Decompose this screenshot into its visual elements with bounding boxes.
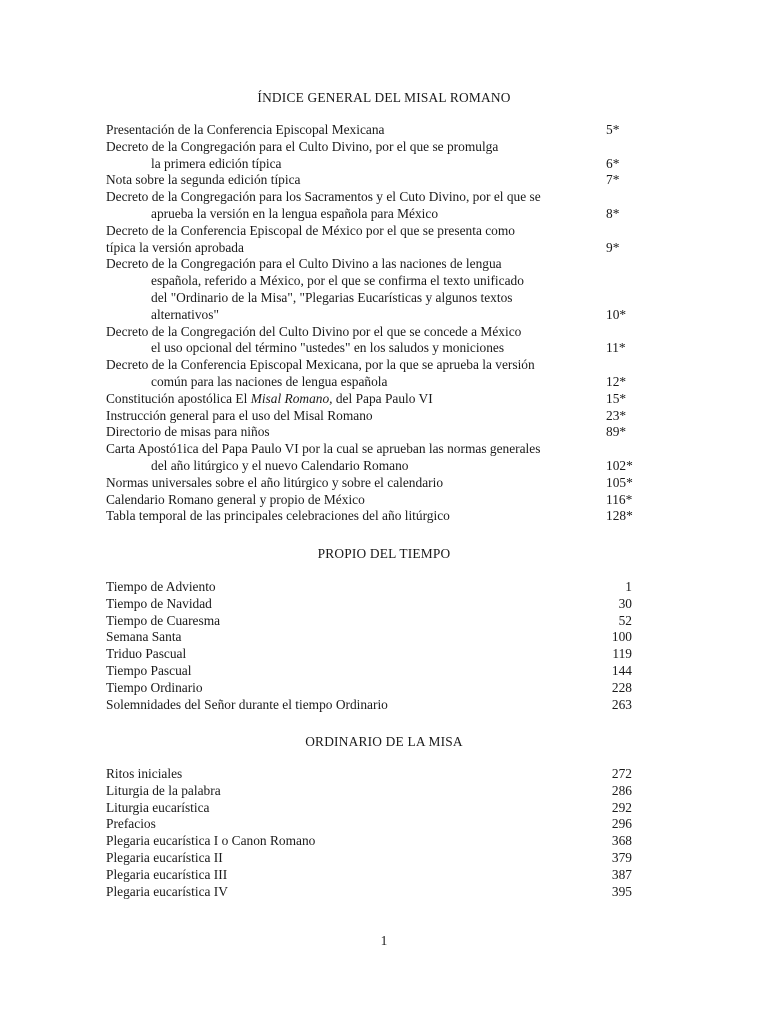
toc-entry-page: 15* <box>606 390 627 406</box>
toc-entry-title <box>106 189 606 223</box>
toc-entry <box>106 663 632 680</box>
toc-entry <box>106 189 632 223</box>
toc-entry-title <box>106 139 606 173</box>
ordinario-list <box>106 766 632 900</box>
toc-entry-page: 144 <box>611 662 632 678</box>
toc-entry <box>106 596 632 613</box>
toc-entry <box>106 391 632 408</box>
toc-entry-line: la primera edición típica <box>151 155 282 171</box>
toc-entry <box>106 833 632 850</box>
toc-entry-title <box>106 256 606 323</box>
toc-entry <box>106 122 632 139</box>
toc-entry <box>106 492 632 509</box>
front-matter-list <box>106 122 632 525</box>
toc-entry-page: 128* <box>606 508 633 524</box>
toc-entry <box>106 867 632 884</box>
toc-entry-page: 263 <box>611 696 632 712</box>
toc-entry-title: Plegaria eucarística IV <box>106 883 228 899</box>
toc-entry-line: el uso opcional del término "ustedes" en los saludos y moniciones <box>151 340 505 356</box>
toc-entry-line: aprueba la versión en la lengua española para México <box>151 205 439 221</box>
toc-entry <box>106 441 632 475</box>
toc-entry-line: común para las naciones de lengua española <box>151 373 388 389</box>
toc-entry-page: 228 <box>611 679 632 695</box>
section-heading-propio: PROPIO DEL TIEMPO <box>317 546 451 561</box>
toc-entry-page: 30 <box>618 595 632 611</box>
toc-entry-line: Instrucción general para el uso del Misal Romano <box>106 407 373 423</box>
toc-entry <box>106 766 632 783</box>
toc-entry <box>106 508 632 525</box>
toc-entry-title <box>106 408 606 425</box>
toc-entry-title: Triduo Pascual <box>106 646 187 662</box>
toc-entry-page: 7* <box>606 172 620 188</box>
toc-entry-line: Decreto de la Congregación del Culto Divino por el que se concede a México <box>106 323 522 339</box>
toc-entry-page: 6* <box>606 155 620 171</box>
toc-entry-page: 1 <box>625 579 632 594</box>
toc-entry-line: española, referido a México, por el que se confirma el texto unificado <box>151 273 524 289</box>
toc-entry-title <box>106 122 606 139</box>
toc-entry <box>106 850 632 867</box>
propio-list <box>106 579 632 713</box>
toc-entry-page: 116* <box>606 491 633 507</box>
toc-entry-line: Calendario Romano general y propio de México <box>106 491 365 507</box>
toc-entry <box>106 800 632 817</box>
toc-entry-title <box>106 223 606 257</box>
toc-entry-line: típica la versión aprobada <box>106 239 244 255</box>
toc-entry-title: Plegaria eucarística II <box>106 849 223 865</box>
toc-entry <box>106 256 632 323</box>
toc-entry-page: 11* <box>606 340 626 356</box>
toc-entry-line: Decreto de la Congregación para el Culto Divino, por el que se promulga <box>106 138 499 154</box>
toc-entry-page: 10* <box>606 306 627 322</box>
toc-entry-title: Tiempo Pascual <box>106 662 192 678</box>
toc-entry-title <box>106 324 606 358</box>
toc-entry-line: Decreto de la Congregación para los Sacramentos y el Cuto Divino, por el que se <box>106 189 541 205</box>
toc-entry-line: Decreto de la Conferencia Episcopal de México por el que se presenta como <box>106 222 515 238</box>
toc-entry-title: Tiempo Ordinario <box>106 679 203 695</box>
toc-entry-line: Constitución apostólica El Misal Romano, del Papa Paulo VI <box>106 390 433 406</box>
toc-entry-line: Presentación de la Conferencia Episcopal Mexicana <box>106 122 385 137</box>
page-title: ÍNDICE GENERAL DEL MISAL ROMANO <box>257 90 511 105</box>
toc-entry <box>106 139 632 173</box>
toc-entry-title <box>106 357 606 391</box>
toc-entry-title: Liturgia eucarística <box>106 799 210 815</box>
toc-entry-line: Normas universales sobre el año litúrgico y sobre el calendario <box>106 474 444 490</box>
toc-entry-title: Liturgia de la palabra <box>106 782 221 798</box>
toc-entry-title <box>106 172 606 189</box>
toc-entry-page: 272 <box>611 766 632 781</box>
toc-entry <box>106 579 632 596</box>
toc-entry-title: Plegaria eucarística III <box>106 866 228 882</box>
toc-entry-page: 5* <box>606 122 620 137</box>
toc-entry-page: 119 <box>612 646 632 662</box>
toc-entry-title <box>106 492 606 509</box>
toc-entry <box>106 223 632 257</box>
toc-entry <box>106 613 632 630</box>
toc-entry-title <box>106 391 606 408</box>
toc-entry-title: Tiempo de Cuaresma <box>106 612 221 628</box>
toc-entry <box>106 816 632 833</box>
toc-entry-title <box>106 424 606 441</box>
toc-entry-page: 12* <box>606 373 627 389</box>
toc-entry-title: Prefacios <box>106 816 156 832</box>
toc-entry-page: 296 <box>611 816 632 832</box>
toc-entry-title <box>106 441 606 475</box>
toc-entry <box>106 408 632 425</box>
page-number-footer: 1 <box>380 933 388 948</box>
toc-entry-page: 292 <box>611 799 632 815</box>
toc-entry-title: Tiempo de Navidad <box>106 595 212 611</box>
toc-entry-title <box>106 508 606 525</box>
toc-entry <box>106 646 632 663</box>
toc-entry <box>106 884 632 901</box>
toc-entry-page: 395 <box>611 883 632 899</box>
toc-entry-line: Carta Apostó1ica del Papa Paulo VI por la cual se aprueban las normas generales <box>106 441 541 457</box>
toc-entry-page: 23* <box>606 407 627 423</box>
toc-entry <box>106 357 632 391</box>
toc-entry <box>106 783 632 800</box>
toc-entry-line: del año litúrgico y el nuevo Calendario Romano <box>151 457 409 473</box>
toc-entry-line: Decreto de la Congregación para el Culto Divino a las naciones de lengua <box>106 256 502 272</box>
toc-entry <box>106 697 632 714</box>
toc-entry-line: del "Ordinario de la Misa", "Plegarias Eucarísticas y algunos textos <box>151 289 513 305</box>
toc-entry-page: 100 <box>611 629 632 645</box>
toc-entry-title: Plegaria eucarística I o Canon Romano <box>106 833 316 849</box>
toc-entry-page: 286 <box>611 782 632 798</box>
toc-entry-line: alternativos" <box>151 306 219 322</box>
toc-entry-line: Directorio de misas para niños <box>106 424 270 440</box>
section-heading-ordinario: ORDINARIO DE LA MISA <box>305 734 463 749</box>
toc-entry-title: Solemnidades del Señor durante el tiempo Ordinario <box>106 696 388 712</box>
toc-entry-line: Nota sobre la segunda edición típica <box>106 172 301 188</box>
toc-entry-title: Ritos iniciales <box>106 766 183 781</box>
toc-entry-title: Tiempo de Adviento <box>106 579 216 594</box>
toc-entry <box>106 172 632 189</box>
toc-entry-page: 9* <box>606 239 620 255</box>
toc-entry-page: 387 <box>611 866 632 882</box>
toc-entry <box>106 680 632 697</box>
toc-entry <box>106 324 632 358</box>
toc-entry-page: 102* <box>606 457 633 473</box>
toc-entry <box>106 475 632 492</box>
italic-title: Misal Romano, <box>250 390 333 406</box>
toc-entry-line: Tabla temporal de las principales celebraciones del año litúrgico <box>106 508 450 524</box>
toc-entry-page: 89* <box>606 424 627 440</box>
toc-entry-page: 8* <box>606 205 620 221</box>
toc-entry <box>106 629 632 646</box>
toc-entry-page: 379 <box>611 849 632 865</box>
toc-entry-title <box>106 475 606 492</box>
toc-entry-page: 368 <box>611 833 632 849</box>
toc-entry <box>106 424 632 441</box>
toc-entry-page: 52 <box>618 612 632 628</box>
toc-entry-page: 105* <box>606 474 633 490</box>
toc-entry-title: Semana Santa <box>106 629 182 645</box>
toc-entry-line: Decreto de la Conferencia Episcopal Mexicana, por la que se aprueba la versión <box>106 357 535 373</box>
